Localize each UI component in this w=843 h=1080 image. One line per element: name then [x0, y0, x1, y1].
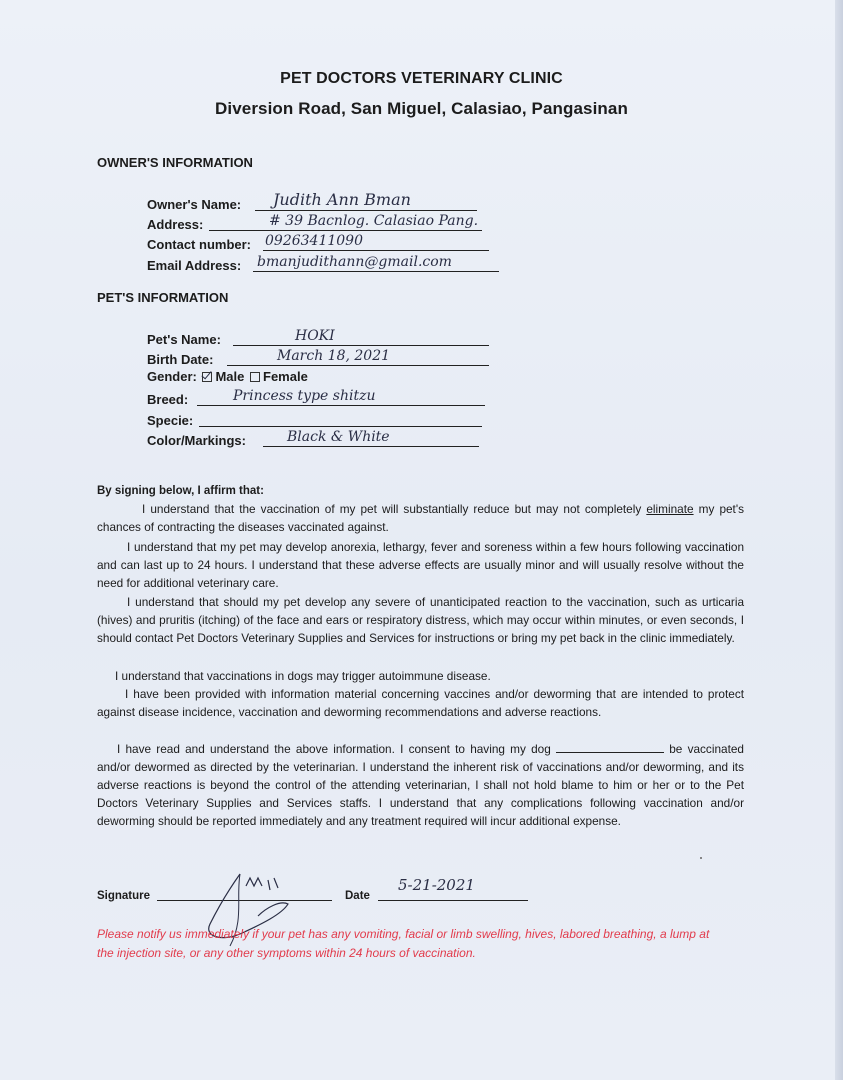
owner-contact-line	[263, 250, 489, 251]
pet-breed-line	[197, 405, 485, 406]
pet-specie-field[interactable]	[147, 409, 482, 429]
pet-color-value: Black & White	[287, 429, 390, 445]
owner-name-label: Owner's Name:	[147, 197, 242, 212]
owner-email-field[interactable]	[147, 254, 502, 274]
date-label: Date	[345, 890, 370, 902]
pet-birthdate-line	[227, 365, 489, 366]
page-edge	[835, 0, 843, 1080]
pet-section-heading: PET'S INFORMATION	[97, 290, 229, 305]
pet-breed-value: Princess type shitzu	[233, 388, 376, 404]
consent-heading: By signing below, I affirm that:	[97, 485, 264, 497]
clinic-address: Diversion Road, San Miguel, Calasiao, Pangasinan	[215, 99, 628, 118]
owner-name-line	[255, 210, 477, 211]
owner-address-value: # 39 Bacnlog. Calasiao Pang.	[269, 213, 479, 229]
signature-label: Signature	[97, 890, 151, 902]
pet-name-line	[233, 345, 489, 346]
gender-male-checkbox[interactable]	[202, 372, 212, 382]
clinic-name: PET DOCTORS VETERINARY CLINIC	[280, 70, 563, 87]
pet-name-value: HOKI	[295, 328, 335, 344]
post-vaccination-warning: Please notify us immediately if your pet has any vomiting, facial or limb swelling, hives, labored breathing, a lump at the injection site, or any other symptoms within 24 hours of vaccination.	[97, 927, 710, 960]
owner-contact-field[interactable]	[147, 233, 492, 253]
owner-address-label: Address:	[147, 217, 204, 232]
owner-email-label: Email Address:	[147, 258, 242, 273]
owner-contact-label: Contact number:	[147, 237, 251, 252]
consent-paragraph-6: I have read and understand the above information. I consent to having my dog be vaccinated and/or dewormed as directed by the veterinarian. I understand the inherent risk of vaccinations and/or deworming, and its adverse reactions is beyond the control of the attending veterinarian, I shall not hold blame to him or her or to the Pet Doctors Veterinary Supplies and Services staffs. I understand that any complications following vaccination and/or deworming should be reported immediately and any treatment required will incur additional expense.	[97, 742, 744, 828]
gender-female-label: Female	[263, 369, 308, 384]
pet-birthdate-value: March 18, 2021	[277, 348, 391, 364]
pet-color-line	[263, 446, 479, 447]
pet-gender-label: Gender:	[147, 369, 197, 384]
date-line[interactable]	[378, 900, 528, 901]
dog-name-blank[interactable]	[556, 741, 664, 753]
consent-paragraph-3: I understand that should my pet develop any severe of unanticipated reaction to the vaccination, such as urticaria (hives) and pruritis (itching) of the face and ears or respiratory distress, which may occur within minutes, or even seconds, I should contact Pet Doctors Veterinary Supplies and Services for instructions or bring my pet back in the clinic immediately.	[97, 595, 744, 645]
owner-section-heading: OWNER'S INFORMATION	[97, 155, 253, 170]
consent-paragraph-5: I have been provided with information material concerning vaccines and/or deworming that are intended to protect against disease incidence, vaccination and deworming recommendations and adverse reactions.	[97, 687, 744, 719]
owner-contact-value: 09263411090	[265, 233, 363, 249]
consent-paragraph-4: I understand that vaccinations in dogs may trigger autoimmune disease.	[115, 669, 491, 683]
consent-paragraph-1: I understand that the vaccination of my pet will substantially reduce but may not completely eliminate my pet's chances of contracting the diseases vaccinated against.	[97, 502, 744, 534]
owner-name-field[interactable]	[147, 190, 477, 213]
owner-name-value: Judith Ann Bman	[273, 190, 411, 209]
eliminate-word: eliminate	[646, 502, 694, 516]
pet-breed-label: Breed:	[147, 392, 189, 407]
pet-specie-line	[199, 426, 482, 427]
consent-paragraph-2: I understand that my pet may develop anorexia, lethargy, fever and soreness within a few hours following vaccination and can last up to 24 hours. I understand that these adverse effects are usually minor and will usually resolve without the need for additional veterinary care.	[97, 540, 744, 590]
pet-breed-field[interactable]	[147, 388, 487, 408]
gender-male-label: Male	[215, 369, 245, 384]
pet-color-label: Color/Markings:	[147, 433, 246, 448]
date-value: 5-21-2021	[398, 876, 475, 894]
gender-female-checkbox[interactable]	[250, 372, 260, 382]
pet-birthdate-field[interactable]	[147, 348, 492, 368]
pet-color-field[interactable]	[147, 429, 482, 449]
pet-name-label: Pet's Name:	[147, 332, 221, 347]
pet-name-field[interactable]	[147, 328, 492, 348]
owner-address-line	[209, 230, 482, 231]
owner-address-field[interactable]	[147, 213, 482, 233]
pet-gender-field	[147, 369, 308, 384]
pet-specie-label: Specie:	[147, 413, 194, 428]
owner-email-value: bmanjudithann@gmail.com	[257, 254, 452, 270]
pet-birthdate-label: Birth Date:	[147, 352, 214, 367]
owner-email-line	[253, 271, 499, 272]
scan-speck	[700, 857, 702, 859]
